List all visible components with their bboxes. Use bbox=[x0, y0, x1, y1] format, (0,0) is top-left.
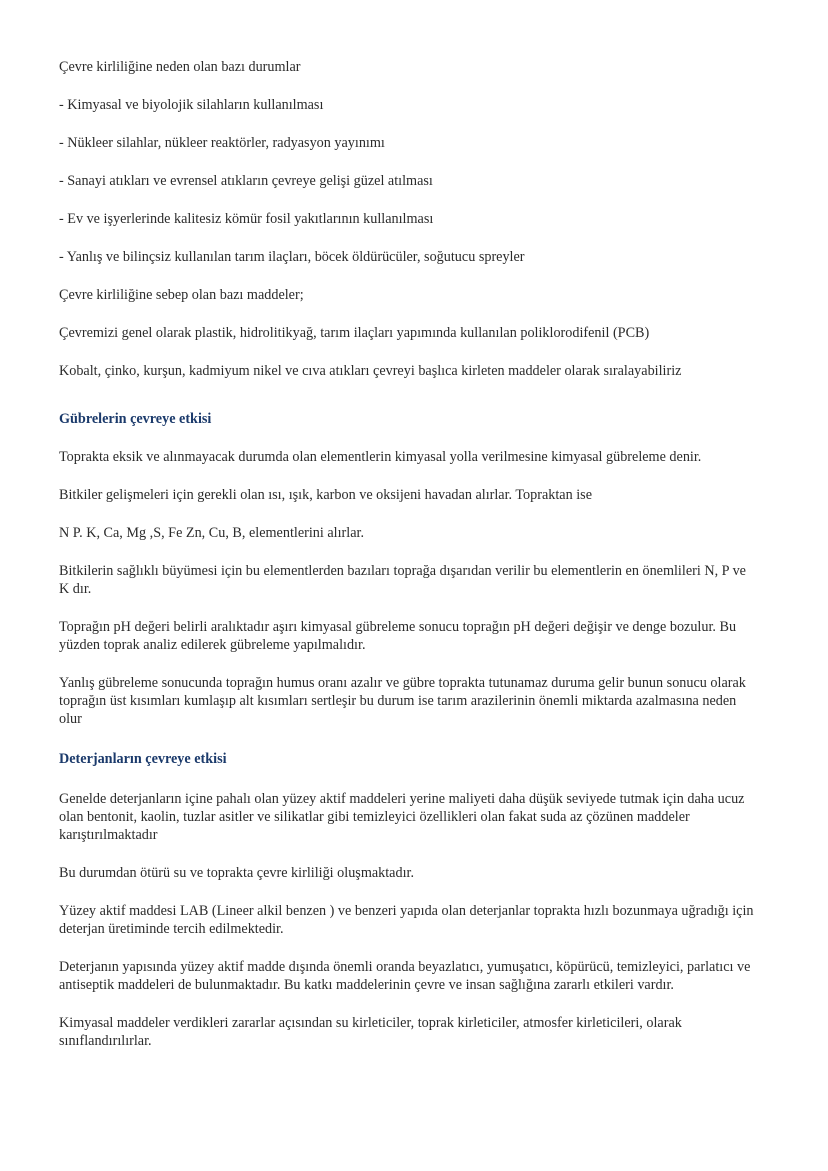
intro-heading-line: Çevre kirliliğine neden olan bazı durumlar bbox=[59, 59, 301, 75]
fertilizer-paragraph: Toprakta eksik ve alınmayacak durumda olan elementlerin kimyasal yolla verilmesine kimyasal gübreleme denir. bbox=[59, 449, 702, 465]
fertilizer-paragraph: Bitkilerin sağlıklı büyümesi için bu elementlerden bazıları toprağa dışarıdan verilir bu elementlerin en önemlileri N, P ve K dır. bbox=[59, 563, 746, 597]
pcb-line: Çevremizi genel olarak plastik, hidrolitikyağ, tarım ilaçları yapımında kullanılan poliklorodifenil (PCB) bbox=[59, 325, 650, 341]
fertilizer-section-title: Gübrelerin çevreye etkisi bbox=[59, 411, 212, 427]
substances-line: Çevre kirliliğine sebep olan bazı maddeler; bbox=[59, 287, 304, 303]
detergent-section-title: Deterjanların çevreye etkisi bbox=[59, 751, 227, 767]
list-item: - Nükleer silahlar, nükleer reaktörler, radyasyon yayınımı bbox=[59, 135, 385, 151]
fertilizer-paragraph: N P. K, Ca, Mg ,S, Fe Zn, Cu, B, elementlerini alırlar. bbox=[59, 525, 365, 541]
list-item: - Yanlış ve bilinçsiz kullanılan tarım ilaçları, böcek öldürücüler, soğutucu spreyler bbox=[59, 249, 525, 265]
list-item: - Kimyasal ve biyolojik silahların kullanılması bbox=[59, 97, 324, 113]
list-item: - Ev ve işyerlerinde kalitesiz kömür fosil yakıtlarının kullanılması bbox=[59, 211, 434, 227]
fertilizer-paragraph: Bitkiler gelişmeleri için gerekli olan ısı, ışık, karbon ve oksijeni havadan alırlar. Topraktan ise bbox=[59, 487, 592, 503]
detergent-paragraph: Kimyasal maddeler verdikleri zararlar açısından su kirleticiler, toprak kirleticiler, atmosfer kirleticileri, olarak sınıflandırılırlar. bbox=[59, 1015, 682, 1049]
detergent-paragraph: Deterjanın yapısında yüzey aktif madde dışında önemli oranda beyazlatıcı, yumuşatıcı, köpürücü, temizleyici, parlatıcı ve antiseptik maddeleri de bulunmaktadır. Bu katkı maddelerinin çevre ve insan sağlığına zararlı etkileri vardır. bbox=[59, 959, 751, 993]
detergent-paragraph: Bu durumdan ötürü su ve toprakta çevre kirliliği oluşmaktadır. bbox=[59, 865, 415, 881]
fertilizer-paragraph: Yanlış gübreleme sonucunda toprağın humus oranı azalır ve gübre toprakta tutunamaz duruma gelir bunun sonucu olarak toprağın üst kısımları kumlaşıp alt kısımları sertleşir bu durum ise tarım arazilerinin önemli miktarda azalmasına neden olur bbox=[59, 675, 746, 727]
fertilizer-paragraph: Toprağın pH değeri belirli aralıktadır aşırı kimyasal gübreleme sonucu toprağın pH değeri değişir ve denge bozulur. Bu yüzden toprak analiz edilerek gübreleme yapılmalıdır. bbox=[59, 619, 737, 653]
detergent-paragraph: Yüzey aktif maddesi LAB (Lineer alkil benzen ) ve benzeri yapıda olan deterjanlar toprakta hızlı bozunmaya uğradığı için deterjan üretiminde tercih edilmektedir. bbox=[59, 903, 754, 937]
list-item: - Sanayi atıkları ve evrensel atıkların çevreye gelişi güzel atılması bbox=[59, 173, 433, 189]
detergent-paragraph: Genelde deterjanların içine pahalı olan yüzey aktif maddeleri yerine maliyeti daha düşük seviyede tutmak için daha ucuz olan bentonit, kaolin, tuzlar asitler ve silikatlar gibi temizleyici özellikleri olan fakat suda az çözünen maddeler karıştırılmaktadır bbox=[59, 791, 745, 843]
metals-line: Kobalt, çinko, kurşun, kadmiyum nikel ve cıva atıkları çevreyi başlıca kirleten maddeler olarak sıralayabiliriz bbox=[59, 363, 682, 379]
